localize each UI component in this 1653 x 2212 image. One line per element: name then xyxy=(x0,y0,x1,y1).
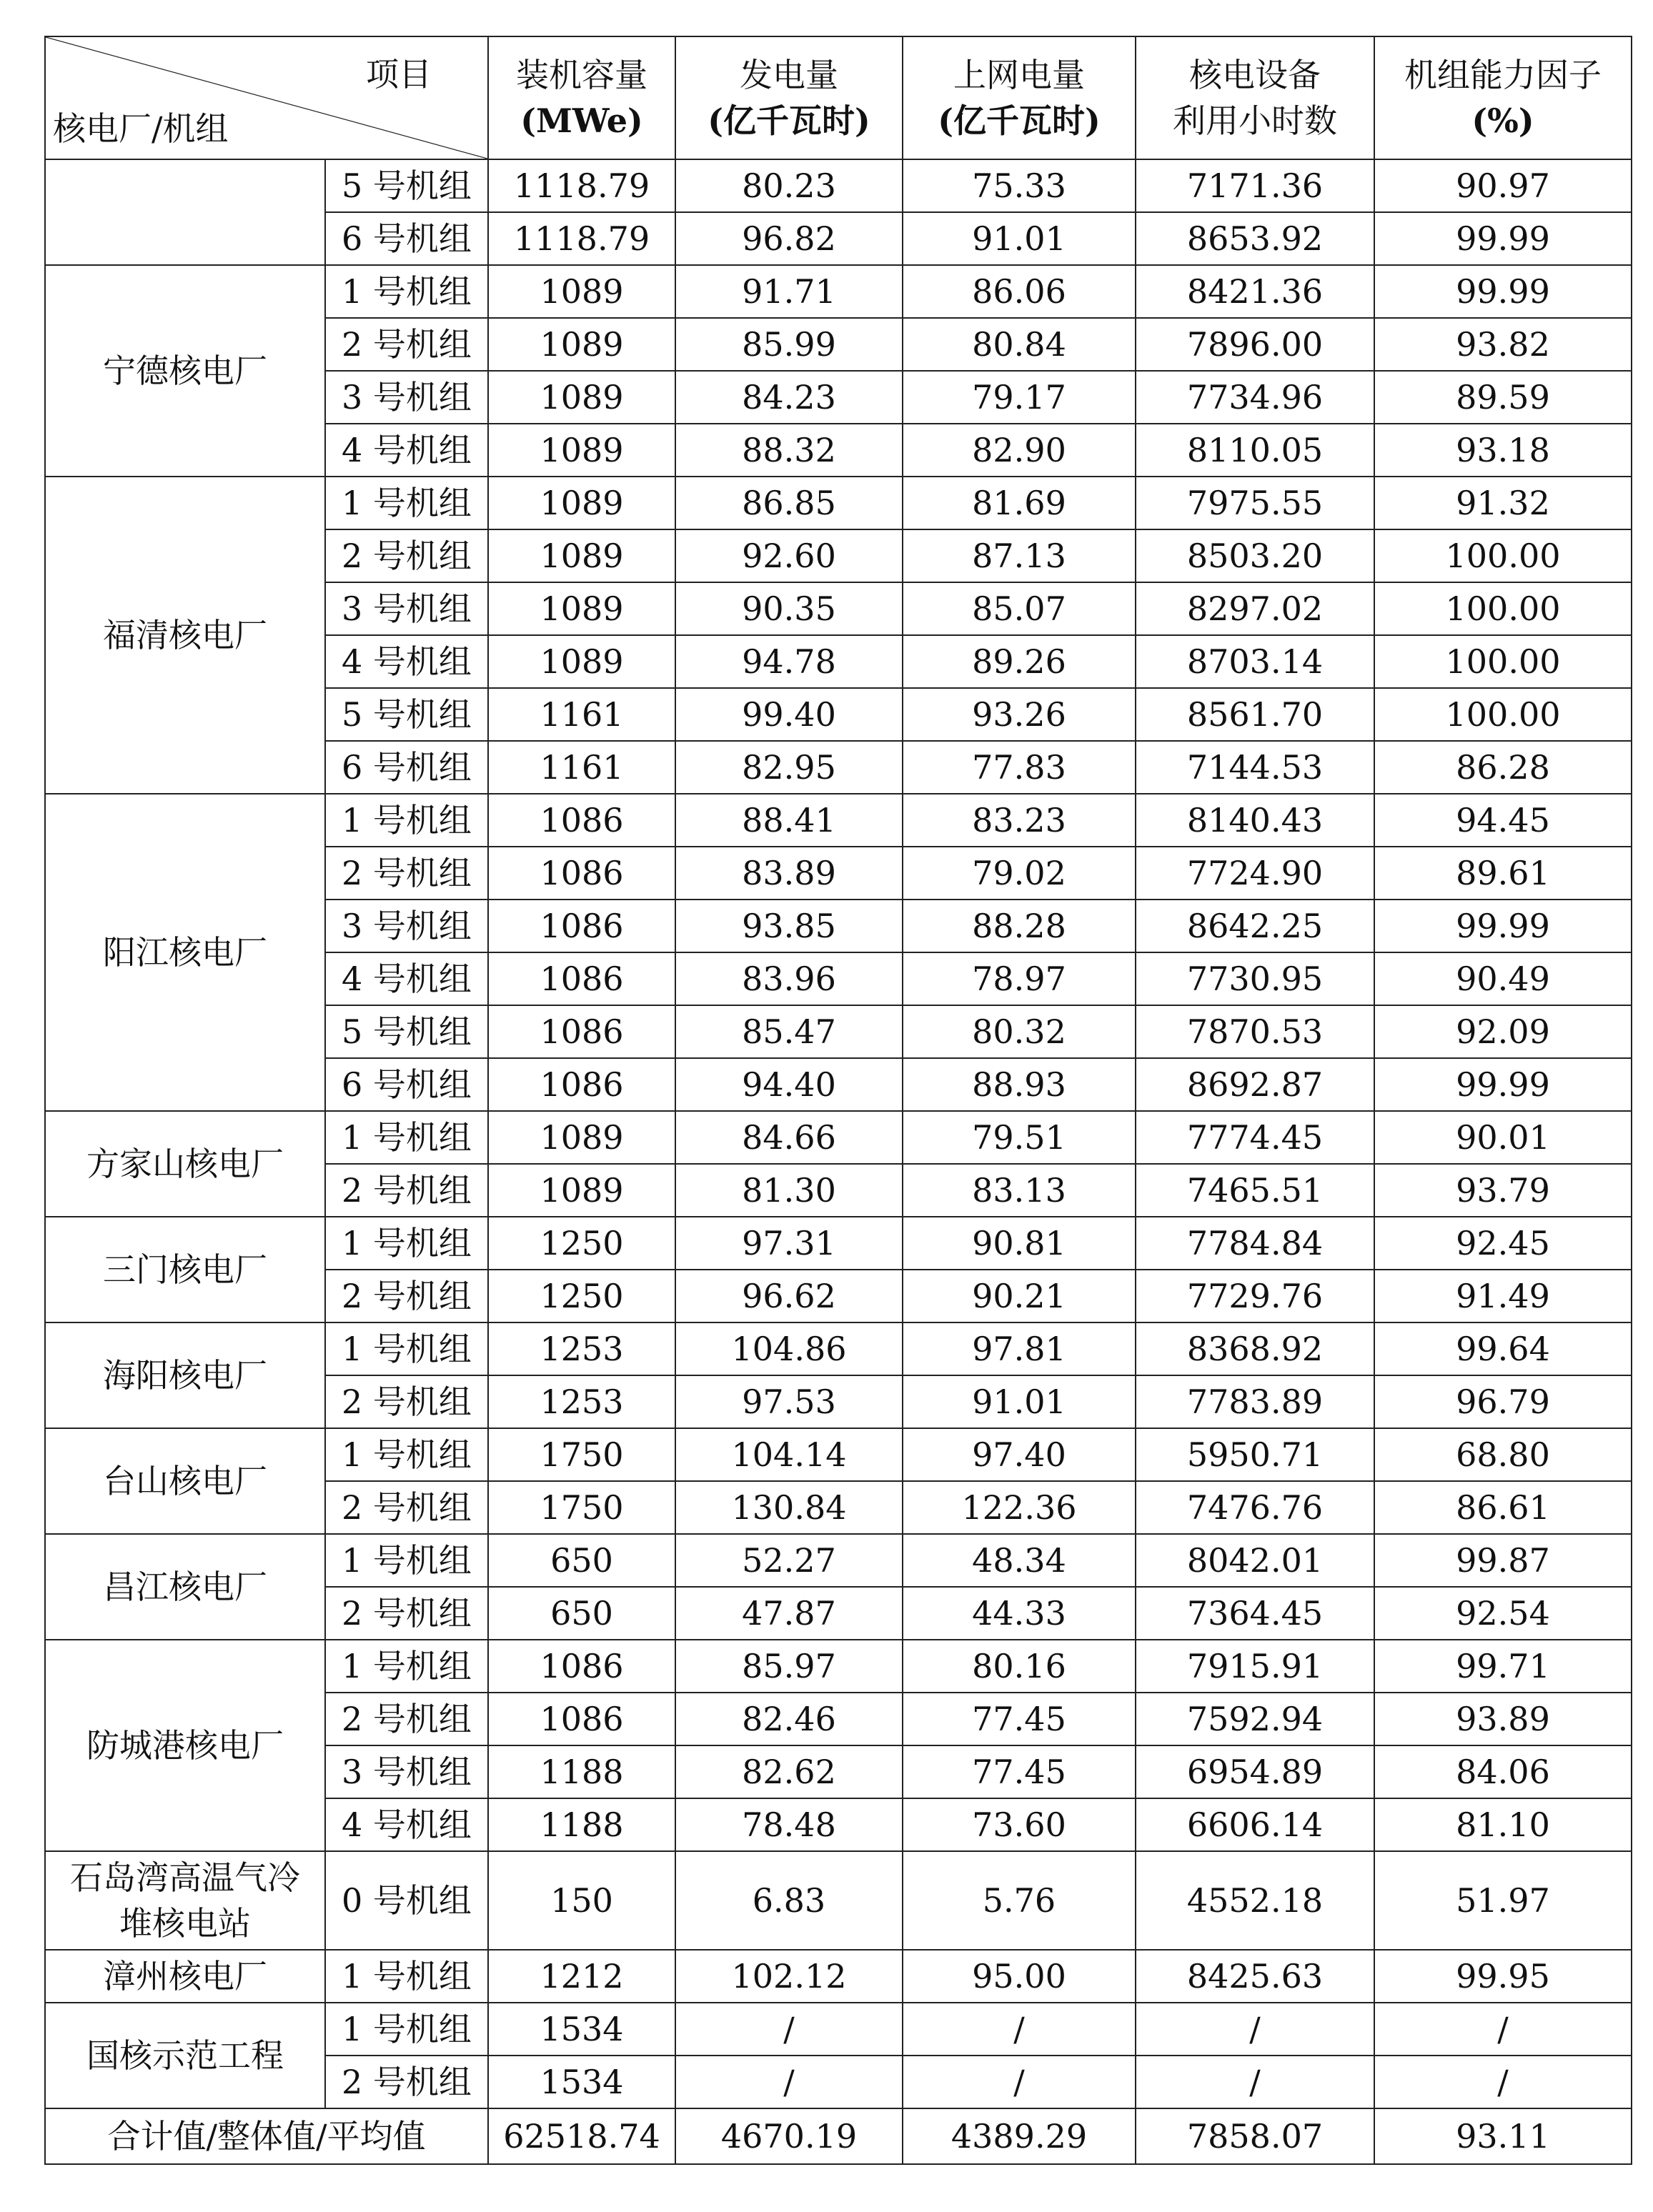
unit-name-cell: 2 号机组 xyxy=(325,1587,488,1640)
unit-name-cell: 2 号机组 xyxy=(325,529,488,582)
unit-name-cell: 2 号机组 xyxy=(325,1164,488,1217)
generation-cell: 97.53 xyxy=(675,1375,903,1428)
capability-factor-cell: 91.49 xyxy=(1374,1270,1632,1322)
utilization-hours-cell: 8425.63 xyxy=(1136,1950,1374,2003)
capability-factor-cell: 51.97 xyxy=(1374,1851,1632,1950)
unit-name-cell: 6 号机组 xyxy=(325,212,488,265)
utilization-hours-cell: 7465.51 xyxy=(1136,1164,1374,1217)
capacity-cell: 1086 xyxy=(488,900,675,952)
utilization-hours-cell: 5950.71 xyxy=(1136,1428,1374,1481)
generation-cell: 94.78 xyxy=(675,635,903,688)
capacity-cell: 1253 xyxy=(488,1322,675,1375)
utilization-hours-cell: 8703.14 xyxy=(1136,635,1374,688)
grid-power-cell: 5.76 xyxy=(903,1851,1136,1950)
unit-name-cell: 2 号机组 xyxy=(325,2056,488,2108)
utilization-hours-cell: 7783.89 xyxy=(1136,1375,1374,1428)
unit-name-cell: 4 号机组 xyxy=(325,952,488,1005)
generation-cell: 96.82 xyxy=(675,212,903,265)
capacity-cell: 1089 xyxy=(488,424,675,477)
capability-factor-cell: 100.00 xyxy=(1374,582,1632,635)
total-row xyxy=(45,2108,1632,2164)
capability-factor-cell: 99.99 xyxy=(1374,900,1632,952)
capability-factor-cell: 91.32 xyxy=(1374,477,1632,529)
utilization-hours-cell: 6606.14 xyxy=(1136,1798,1374,1851)
grid-power-cell: 80.84 xyxy=(903,318,1136,371)
generation-cell: 130.84 xyxy=(675,1481,903,1534)
capability-factor-cell: 99.64 xyxy=(1374,1322,1632,1375)
capacity-cell: 1250 xyxy=(488,1217,675,1270)
capacity-cell: 1750 xyxy=(488,1481,675,1534)
capacity-cell: 1089 xyxy=(488,318,675,371)
unit-name-cell: 2 号机组 xyxy=(325,318,488,371)
utilization-hours-cell: 7729.76 xyxy=(1136,1270,1374,1322)
generation-cell: 86.85 xyxy=(675,477,903,529)
generation-cell: 85.97 xyxy=(675,1640,903,1693)
table-row xyxy=(45,1851,1632,1950)
utilization-hours-cell: 8110.05 xyxy=(1136,424,1374,477)
plant-name-cell: 石岛湾高温气冷堆核电站 xyxy=(45,1851,325,1950)
plant-name-cell: 方家山核电厂 xyxy=(45,1111,325,1217)
table-row xyxy=(45,1217,1632,1270)
generation-cell: / xyxy=(675,2003,903,2056)
utilization-hours-cell: 7896.00 xyxy=(1136,318,1374,371)
unit-name-cell: 1 号机组 xyxy=(325,1322,488,1375)
unit-name-cell: 1 号机组 xyxy=(325,1640,488,1693)
unit-name-cell: 2 号机组 xyxy=(325,847,488,900)
generation-cell: 102.12 xyxy=(675,1950,903,2003)
grid-power-cell: 87.13 xyxy=(903,529,1136,582)
utilization-hours-cell: 8653.92 xyxy=(1136,212,1374,265)
capacity-cell: 1161 xyxy=(488,688,675,741)
generation-cell: 82.95 xyxy=(675,741,903,794)
unit-name-cell: 1 号机组 xyxy=(325,1217,488,1270)
plant-name-cell: 台山核电厂 xyxy=(45,1428,325,1534)
unit-name-cell: 1 号机组 xyxy=(325,1950,488,2003)
capacity-cell: 1089 xyxy=(488,477,675,529)
capacity-cell: 1089 xyxy=(488,582,675,635)
plant-name-cell: 海阳核电厂 xyxy=(45,1322,325,1428)
unit-name-cell: 6 号机组 xyxy=(325,741,488,794)
generation-cell: 97.31 xyxy=(675,1217,903,1270)
utilization-hours-cell: 7975.55 xyxy=(1136,477,1374,529)
capability-factor-cell: 90.01 xyxy=(1374,1111,1632,1164)
capability-factor-cell: 89.59 xyxy=(1374,371,1632,424)
capability-factor-cell: 84.06 xyxy=(1374,1745,1632,1798)
header-capacity: 装机容量 (MWe) xyxy=(488,36,675,159)
grid-power-cell: 97.40 xyxy=(903,1428,1136,1481)
capacity-cell: 1086 xyxy=(488,1058,675,1111)
grid-power-cell: 77.45 xyxy=(903,1745,1136,1798)
unit-name-cell: 1 号机组 xyxy=(325,1428,488,1481)
plant-name-cell: 防城港核电厂 xyxy=(45,1640,325,1851)
utilization-hours-cell: 7730.95 xyxy=(1136,952,1374,1005)
nuclear-plant-table xyxy=(44,36,1632,2165)
unit-name-cell: 5 号机组 xyxy=(325,688,488,741)
capability-factor-cell: 89.61 xyxy=(1374,847,1632,900)
unit-name-cell: 4 号机组 xyxy=(325,635,488,688)
grid-power-cell: 85.07 xyxy=(903,582,1136,635)
capacity-cell: 150 xyxy=(488,1851,675,1950)
grid-power-cell: 77.45 xyxy=(903,1693,1136,1745)
capacity-cell: 650 xyxy=(488,1587,675,1640)
table-row xyxy=(45,265,1632,318)
generation-cell: 84.66 xyxy=(675,1111,903,1164)
total-capacity: 62518.74 xyxy=(488,2108,675,2164)
capacity-cell: 1086 xyxy=(488,1005,675,1058)
capability-factor-cell: 99.99 xyxy=(1374,1058,1632,1111)
table-body xyxy=(45,159,1632,2108)
header-item-label: 项目 xyxy=(366,55,432,94)
capability-factor-cell: 100.00 xyxy=(1374,529,1632,582)
grid-power-cell: 48.34 xyxy=(903,1534,1136,1587)
generation-cell: 78.48 xyxy=(675,1798,903,1851)
capacity-cell: 1253 xyxy=(488,1375,675,1428)
utilization-hours-cell: 6954.89 xyxy=(1136,1745,1374,1798)
capability-factor-cell: 92.09 xyxy=(1374,1005,1632,1058)
grid-power-cell: 77.83 xyxy=(903,741,1136,794)
utilization-hours-cell: 7774.45 xyxy=(1136,1111,1374,1164)
grid-power-cell: 80.16 xyxy=(903,1640,1136,1693)
grid-power-cell: 90.81 xyxy=(903,1217,1136,1270)
table-row xyxy=(45,794,1632,847)
grid-power-cell: 80.32 xyxy=(903,1005,1136,1058)
capability-factor-cell: / xyxy=(1374,2056,1632,2108)
plant-name-cell xyxy=(45,159,325,265)
capability-factor-cell: 99.99 xyxy=(1374,212,1632,265)
generation-cell: 6.83 xyxy=(675,1851,903,1950)
grid-power-cell: 83.13 xyxy=(903,1164,1136,1217)
generation-cell: 81.30 xyxy=(675,1164,903,1217)
total-grid-power: 4389.29 xyxy=(903,2108,1136,2164)
capacity-cell: 1086 xyxy=(488,1693,675,1745)
generation-cell: 47.87 xyxy=(675,1587,903,1640)
plant-name-cell: 福清核电厂 xyxy=(45,477,325,794)
diagonal-header-cell xyxy=(45,36,488,159)
utilization-hours-cell: 4552.18 xyxy=(1136,1851,1374,1950)
grid-power-cell: 90.21 xyxy=(903,1270,1136,1322)
capacity-cell: 1534 xyxy=(488,2056,675,2108)
unit-name-cell: 0 号机组 xyxy=(325,1851,488,1950)
capability-factor-cell: 90.97 xyxy=(1374,159,1632,212)
unit-name-cell: 5 号机组 xyxy=(325,159,488,212)
unit-name-cell: 4 号机组 xyxy=(325,1798,488,1851)
capability-factor-cell: 99.95 xyxy=(1374,1950,1632,2003)
capacity-cell: 1534 xyxy=(488,2003,675,2056)
unit-name-cell: 1 号机组 xyxy=(325,2003,488,2056)
grid-power-cell: / xyxy=(903,2056,1136,2108)
capacity-cell: 1118.79 xyxy=(488,212,675,265)
grid-power-cell: / xyxy=(903,2003,1136,2056)
capacity-cell: 1086 xyxy=(488,847,675,900)
grid-power-cell: 82.90 xyxy=(903,424,1136,477)
utilization-hours-cell: 8692.87 xyxy=(1136,1058,1374,1111)
utilization-hours-cell: 7476.76 xyxy=(1136,1481,1374,1534)
grid-power-cell: 79.51 xyxy=(903,1111,1136,1164)
grid-power-cell: 79.02 xyxy=(903,847,1136,900)
grid-power-cell: 88.28 xyxy=(903,900,1136,952)
utilization-hours-cell: 8503.20 xyxy=(1136,529,1374,582)
capacity-cell: 1188 xyxy=(488,1798,675,1851)
table-row xyxy=(45,1534,1632,1587)
capacity-cell: 1188 xyxy=(488,1745,675,1798)
utilization-hours-cell: 7144.53 xyxy=(1136,741,1374,794)
grid-power-cell: 78.97 xyxy=(903,952,1136,1005)
utilization-hours-cell: / xyxy=(1136,2003,1374,2056)
capability-factor-cell: / xyxy=(1374,2003,1632,2056)
capacity-cell: 1086 xyxy=(488,1640,675,1693)
unit-name-cell: 3 号机组 xyxy=(325,371,488,424)
generation-cell: 83.89 xyxy=(675,847,903,900)
grid-power-cell: 86.06 xyxy=(903,265,1136,318)
generation-cell: 90.35 xyxy=(675,582,903,635)
total-generation: 4670.19 xyxy=(675,2108,903,2164)
header-utilization-hours: 核电设备 利用小时数 xyxy=(1136,36,1374,159)
grid-power-cell: 73.60 xyxy=(903,1798,1136,1851)
unit-name-cell: 2 号机组 xyxy=(325,1270,488,1322)
capacity-cell: 1086 xyxy=(488,952,675,1005)
grid-power-cell: 122.36 xyxy=(903,1481,1136,1534)
unit-name-cell: 3 号机组 xyxy=(325,582,488,635)
generation-cell: 104.14 xyxy=(675,1428,903,1481)
generation-cell: 93.85 xyxy=(675,900,903,952)
utilization-hours-cell: 8368.92 xyxy=(1136,1322,1374,1375)
capability-factor-cell: 100.00 xyxy=(1374,635,1632,688)
utilization-hours-cell: 8561.70 xyxy=(1136,688,1374,741)
unit-name-cell: 1 号机组 xyxy=(325,1534,488,1587)
generation-cell: 84.23 xyxy=(675,371,903,424)
table-row xyxy=(45,1428,1632,1481)
utilization-hours-cell: 7592.94 xyxy=(1136,1693,1374,1745)
grid-power-cell: 89.26 xyxy=(903,635,1136,688)
capacity-cell: 1750 xyxy=(488,1428,675,1481)
capacity-cell: 1161 xyxy=(488,741,675,794)
utilization-hours-cell: 7734.96 xyxy=(1136,371,1374,424)
grid-power-cell: 95.00 xyxy=(903,1950,1136,2003)
unit-name-cell: 1 号机组 xyxy=(325,265,488,318)
capacity-cell: 1250 xyxy=(488,1270,675,1322)
generation-cell: 85.47 xyxy=(675,1005,903,1058)
generation-cell: 82.62 xyxy=(675,1745,903,1798)
utilization-hours-cell: 7171.36 xyxy=(1136,159,1374,212)
grid-power-cell: 83.23 xyxy=(903,794,1136,847)
capability-factor-cell: 99.87 xyxy=(1374,1534,1632,1587)
capacity-cell: 1089 xyxy=(488,1164,675,1217)
unit-name-cell: 3 号机组 xyxy=(325,900,488,952)
capacity-cell: 1086 xyxy=(488,794,675,847)
utilization-hours-cell: 7870.53 xyxy=(1136,1005,1374,1058)
capability-factor-cell: 81.10 xyxy=(1374,1798,1632,1851)
capability-factor-cell: 96.79 xyxy=(1374,1375,1632,1428)
utilization-hours-cell: 7724.90 xyxy=(1136,847,1374,900)
capability-factor-cell: 92.54 xyxy=(1374,1587,1632,1640)
header-generation: 发电量 (亿千瓦时) xyxy=(675,36,903,159)
utilization-hours-cell: 7364.45 xyxy=(1136,1587,1374,1640)
generation-cell: 82.46 xyxy=(675,1693,903,1745)
capacity-cell: 1089 xyxy=(488,371,675,424)
table-row xyxy=(45,1111,1632,1164)
unit-name-cell: 1 号机组 xyxy=(325,1111,488,1164)
table-row xyxy=(45,159,1632,212)
generation-cell: 85.99 xyxy=(675,318,903,371)
generation-cell: 88.32 xyxy=(675,424,903,477)
header-row xyxy=(45,36,1632,159)
plant-name-cell: 漳州核电厂 xyxy=(45,1950,325,2003)
unit-name-cell: 6 号机组 xyxy=(325,1058,488,1111)
table-row xyxy=(45,477,1632,529)
capacity-cell: 1089 xyxy=(488,265,675,318)
capacity-cell: 1118.79 xyxy=(488,159,675,212)
unit-name-cell: 2 号机组 xyxy=(325,1481,488,1534)
generation-cell: 96.62 xyxy=(675,1270,903,1322)
capacity-cell: 1089 xyxy=(488,1111,675,1164)
total-label: 合计值/整体值/平均值 xyxy=(45,2108,488,2164)
total-capability-factor: 93.11 xyxy=(1374,2108,1632,2164)
utilization-hours-cell: 7915.91 xyxy=(1136,1640,1374,1693)
capability-factor-cell: 99.99 xyxy=(1374,265,1632,318)
utilization-hours-cell: 8421.36 xyxy=(1136,265,1374,318)
unit-name-cell: 2 号机组 xyxy=(325,1693,488,1745)
generation-cell: 94.40 xyxy=(675,1058,903,1111)
unit-name-cell: 2 号机组 xyxy=(325,1375,488,1428)
utilization-hours-cell: 8140.43 xyxy=(1136,794,1374,847)
grid-power-cell: 91.01 xyxy=(903,1375,1136,1428)
generation-cell: 91.71 xyxy=(675,265,903,318)
generation-cell: / xyxy=(675,2056,903,2108)
unit-name-cell: 3 号机组 xyxy=(325,1745,488,1798)
capacity-cell: 1089 xyxy=(488,635,675,688)
generation-cell: 99.40 xyxy=(675,688,903,741)
unit-name-cell: 1 号机组 xyxy=(325,477,488,529)
utilization-hours-cell: 8642.25 xyxy=(1136,900,1374,952)
header-plant-unit-label: 核电厂/机组 xyxy=(53,109,229,148)
capability-factor-cell: 100.00 xyxy=(1374,688,1632,741)
capacity-cell: 650 xyxy=(488,1534,675,1587)
plant-name-cell: 国核示范工程 xyxy=(45,2003,325,2108)
table-row xyxy=(45,1322,1632,1375)
utilization-hours-cell: 7784.84 xyxy=(1136,1217,1374,1270)
plant-name-cell: 阳江核电厂 xyxy=(45,794,325,1111)
header-grid-power: 上网电量 (亿千瓦时) xyxy=(903,36,1136,159)
table-row xyxy=(45,1640,1632,1693)
plant-name-cell: 昌江核电厂 xyxy=(45,1534,325,1640)
capability-factor-cell: 93.18 xyxy=(1374,424,1632,477)
capability-factor-cell: 93.89 xyxy=(1374,1693,1632,1745)
plant-name-cell: 宁德核电厂 xyxy=(45,265,325,477)
generation-cell: 52.27 xyxy=(675,1534,903,1587)
generation-cell: 80.23 xyxy=(675,159,903,212)
capability-factor-cell: 92.45 xyxy=(1374,1217,1632,1270)
grid-power-cell: 81.69 xyxy=(903,477,1136,529)
generation-cell: 83.96 xyxy=(675,952,903,1005)
utilization-hours-cell: 8042.01 xyxy=(1136,1534,1374,1587)
unit-name-cell: 5 号机组 xyxy=(325,1005,488,1058)
table-row xyxy=(45,1950,1632,2003)
unit-name-cell: 1 号机组 xyxy=(325,794,488,847)
capability-factor-cell: 99.71 xyxy=(1374,1640,1632,1693)
grid-power-cell: 91.01 xyxy=(903,212,1136,265)
utilization-hours-cell: 8297.02 xyxy=(1136,582,1374,635)
grid-power-cell: 93.26 xyxy=(903,688,1136,741)
plant-name-cell: 三门核电厂 xyxy=(45,1217,325,1322)
generation-cell: 104.86 xyxy=(675,1322,903,1375)
grid-power-cell: 88.93 xyxy=(903,1058,1136,1111)
grid-power-cell: 44.33 xyxy=(903,1587,1136,1640)
generation-cell: 92.60 xyxy=(675,529,903,582)
header-capability-factor: 机组能力因子 (%) xyxy=(1374,36,1632,159)
capability-factor-cell: 93.82 xyxy=(1374,318,1632,371)
grid-power-cell: 79.17 xyxy=(903,371,1136,424)
capacity-cell: 1212 xyxy=(488,1950,675,2003)
capability-factor-cell: 68.80 xyxy=(1374,1428,1632,1481)
generation-cell: 88.41 xyxy=(675,794,903,847)
total-utilization-hours: 7858.07 xyxy=(1136,2108,1374,2164)
unit-name-cell: 4 号机组 xyxy=(325,424,488,477)
capacity-cell: 1089 xyxy=(488,529,675,582)
capability-factor-cell: 86.28 xyxy=(1374,741,1632,794)
table-row xyxy=(45,2003,1632,2056)
grid-power-cell: 75.33 xyxy=(903,159,1136,212)
grid-power-cell: 97.81 xyxy=(903,1322,1136,1375)
capability-factor-cell: 93.79 xyxy=(1374,1164,1632,1217)
capability-factor-cell: 86.61 xyxy=(1374,1481,1632,1534)
capability-factor-cell: 94.45 xyxy=(1374,794,1632,847)
utilization-hours-cell: / xyxy=(1136,2056,1374,2108)
capability-factor-cell: 90.49 xyxy=(1374,952,1632,1005)
